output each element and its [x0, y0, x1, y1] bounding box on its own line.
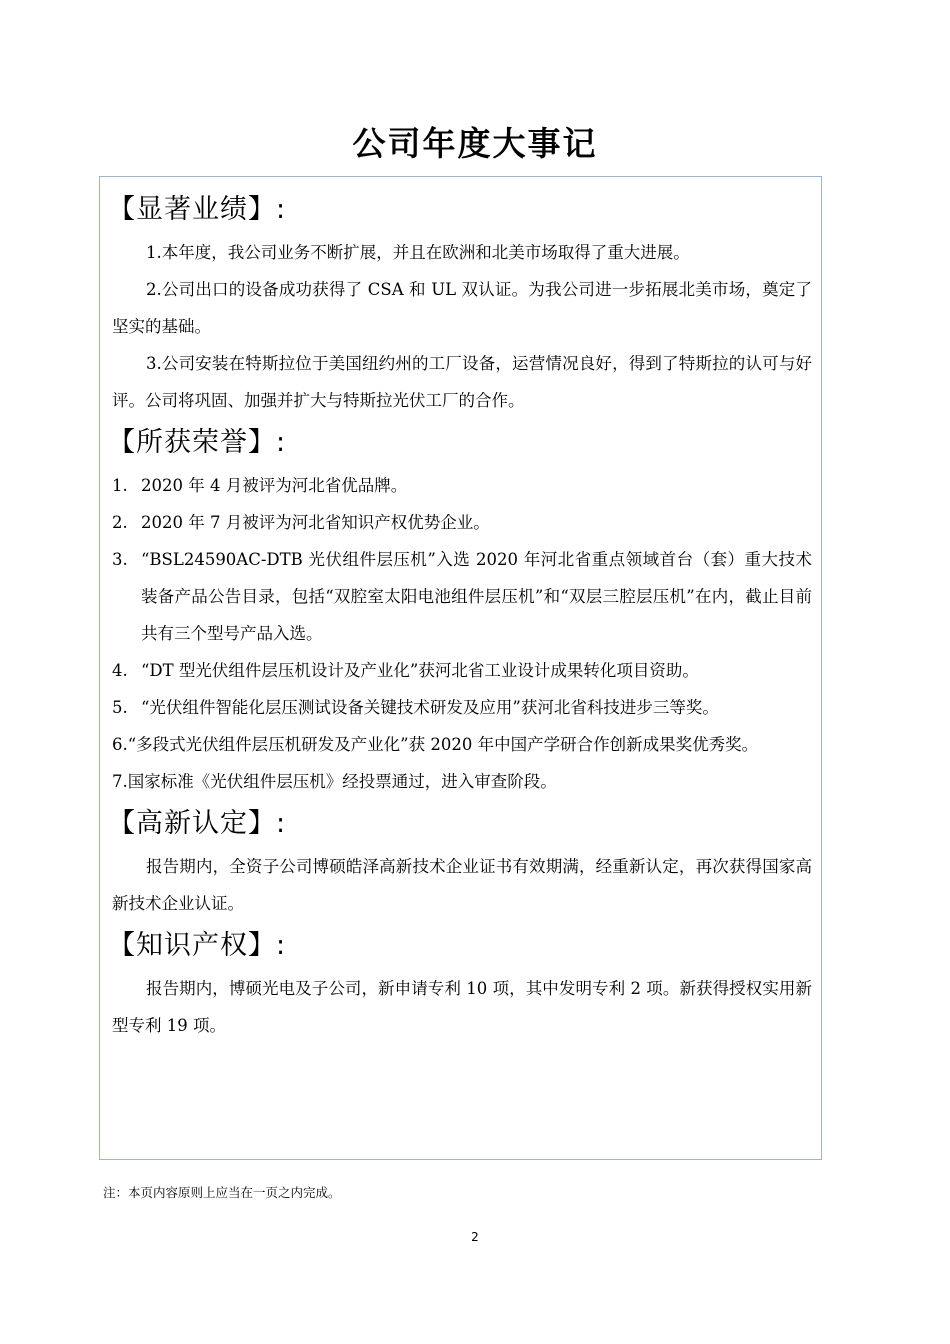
list-item-text: “BSL24590AC-DTB 光伏组件层压机”入选 2020 年河北省重点领域首台（套）重大技术装备产品公告目录，包括“双腔室太阳电池组件层压机”和“双层三腔层压机”在内，截止目前共有三个型号产品入选。 — [141, 550, 812, 643]
section-honors — [108, 423, 812, 800]
list-item-text: “光伏组件智能化层压测试设备关键技术研发及应用”获河北省科技进步三等奖。 — [141, 698, 719, 717]
achievement-paragraph: 2.公司出口的设备成功获得了 CSA 和 UL 双认证。为我公司进一步拓展北美市场，奠定了坚实的基础。 — [112, 280, 812, 336]
list-item — [112, 652, 812, 689]
achievement-paragraph: 3.公司安装在特斯拉位于美国纽约州的工厂设备，运营情况良好，得到了特斯拉的认可与好评。公司将巩固、加强并扩大与特斯拉光伏工厂的合作。 — [112, 354, 812, 410]
section-heading-ip: 【知识产权】: — [108, 930, 287, 961]
content-body — [108, 190, 812, 1048]
list-item-text: 2020 年 4 月被评为河北省优品牌。 — [141, 476, 408, 495]
page-number: 2 — [471, 1230, 479, 1244]
section-heading-achievements: 【显著业绩】: — [108, 194, 287, 225]
list-item: 6.“多段式光伏组件层压机研发及产业化”获 2020 年中国产学研合作创新成果奖优秀奖。 — [112, 735, 759, 754]
list-item-number: 3. — [112, 550, 128, 569]
achievement-paragraph: 1.本年度，我公司业务不断扩展，并且在欧洲和北美市场取得了重大进展。 — [146, 243, 690, 262]
footnote: 注：本页内容原则上应当在一页之内完成。 — [103, 1185, 341, 1200]
list-item: 7.国家标准《光伏组件层压机》经投票通过，进入审查阶段。 — [112, 772, 557, 791]
section-ip — [108, 926, 812, 1044]
section-heading-honors: 【所获荣誉】: — [108, 427, 287, 458]
hightech-paragraph: 报告期内，全资子公司博硕皓泽高新技术企业证书有效期满，经重新认定，再次获得国家高新技术企业认证。 — [112, 857, 812, 913]
list-item — [112, 467, 812, 504]
ip-paragraph: 报告期内，博硕光电及子公司，新申请专利 10 项，其中发明专利 2 项。新获得授权实用新型专利 19 项。 — [112, 979, 812, 1035]
list-item-number: 5. — [112, 698, 128, 717]
honors-list — [112, 467, 812, 800]
list-item-text: “DT 型光伏组件层压机设计及产业化”获河北省工业设计成果转化项目资助。 — [141, 661, 699, 680]
list-item-text: 2020 年 7 月被评为河北省知识产权优势企业。 — [141, 513, 490, 532]
list-item-number: 1. — [112, 476, 128, 495]
list-item-number: 2. — [112, 513, 128, 532]
list-item-number: 4. — [112, 661, 128, 680]
page-title: 公司年度大事记 — [352, 124, 598, 163]
list-item — [112, 689, 812, 726]
list-item — [112, 504, 812, 541]
section-achievements — [108, 190, 812, 419]
section-heading-hightech: 【高新认定】: — [108, 808, 287, 839]
section-hightech — [108, 804, 812, 922]
list-item — [112, 541, 812, 652]
